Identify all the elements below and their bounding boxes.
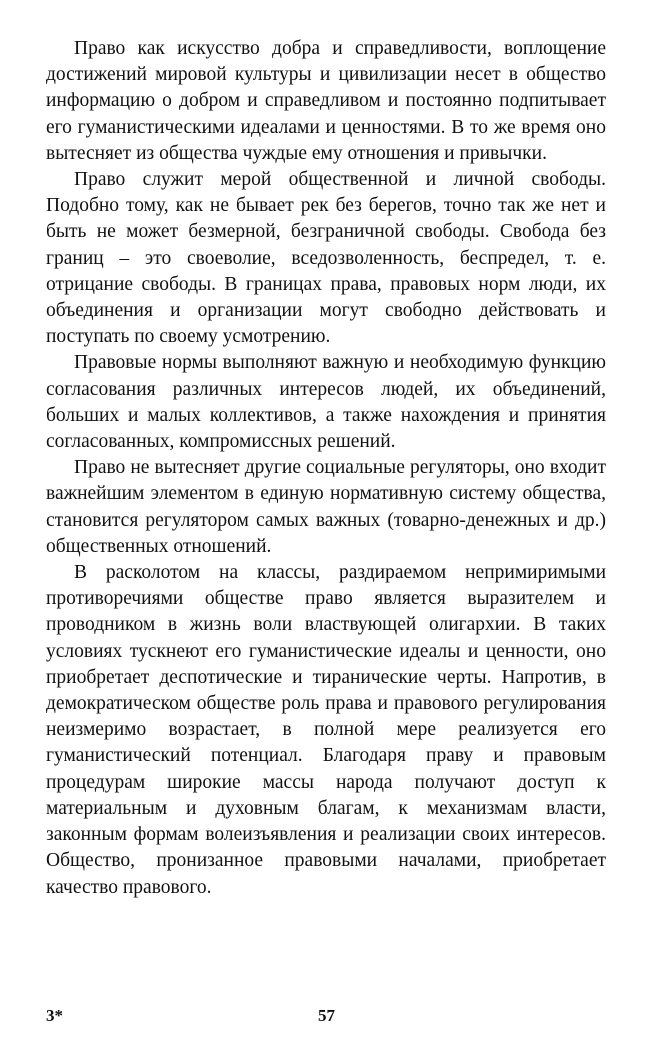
paragraph: Право как искусство добра и справедливости, воплощение достижений мировой культуры и цивилизации несет в общество информацию о добром и справедливом и постоянно подпитывает его гуманистическими идеалами и ценностями. В то же время оно вытесняет из общества чуждые ему отношения и привычки. (46, 38, 606, 164)
page-number: 57 (318, 1006, 335, 1025)
paragraph: Право служит мерой общественной и личной свободы. Подобно тому, как не бывает рек без берегов, точно так же нет и быть не может безмерной, безграничной свободы. Свобода без границ – это своеволие, вседозволенность, беспредел, т. е. отрицание свободы. В границах права, правовых норм люди, их объединения и организации могут свободно действовать и поступать по своему усмотрению. (46, 169, 606, 348)
paragraph: Право не вытесняет другие социальные регуляторы, оно входит важнейшим элементом в единую нормативную систему общества, становится регулятором самых важных (товарно-денежных и др.) общественных отношений. (46, 457, 606, 557)
paragraph: Правовые нормы выполняют важную и необходимую функцию согласования различных интересов людей, их объединений, больших и малых коллективов, а также нахождения и принятия согласованных, компромиссных решений. (46, 352, 606, 453)
page-body (46, 36, 606, 901)
signature-mark: 3* (46, 1006, 63, 1025)
paragraph: В расколотом на классы, раздираемом непримиримыми противоречиями обществе право является выразителем и проводником в жизнь воли властвующей олигархии. В таких условиях тускнеют его гуманистические идеалы и ценности, оно приобретает деспотические и тиранические черты. Напротив, в демократическом обществе роль права и правового регулирования неизмеримо возрастает, в полной мере реализуется его гуманистический потенциал. Благодаря праву и правовым процедурам широкие массы народа получают доступ к материальным и духовным благам, к механизмам власти, законным формам волеизъявления и реализации своих интересов. Общество, пронизанное правовыми началами, приобретает качество правового. (46, 562, 606, 898)
